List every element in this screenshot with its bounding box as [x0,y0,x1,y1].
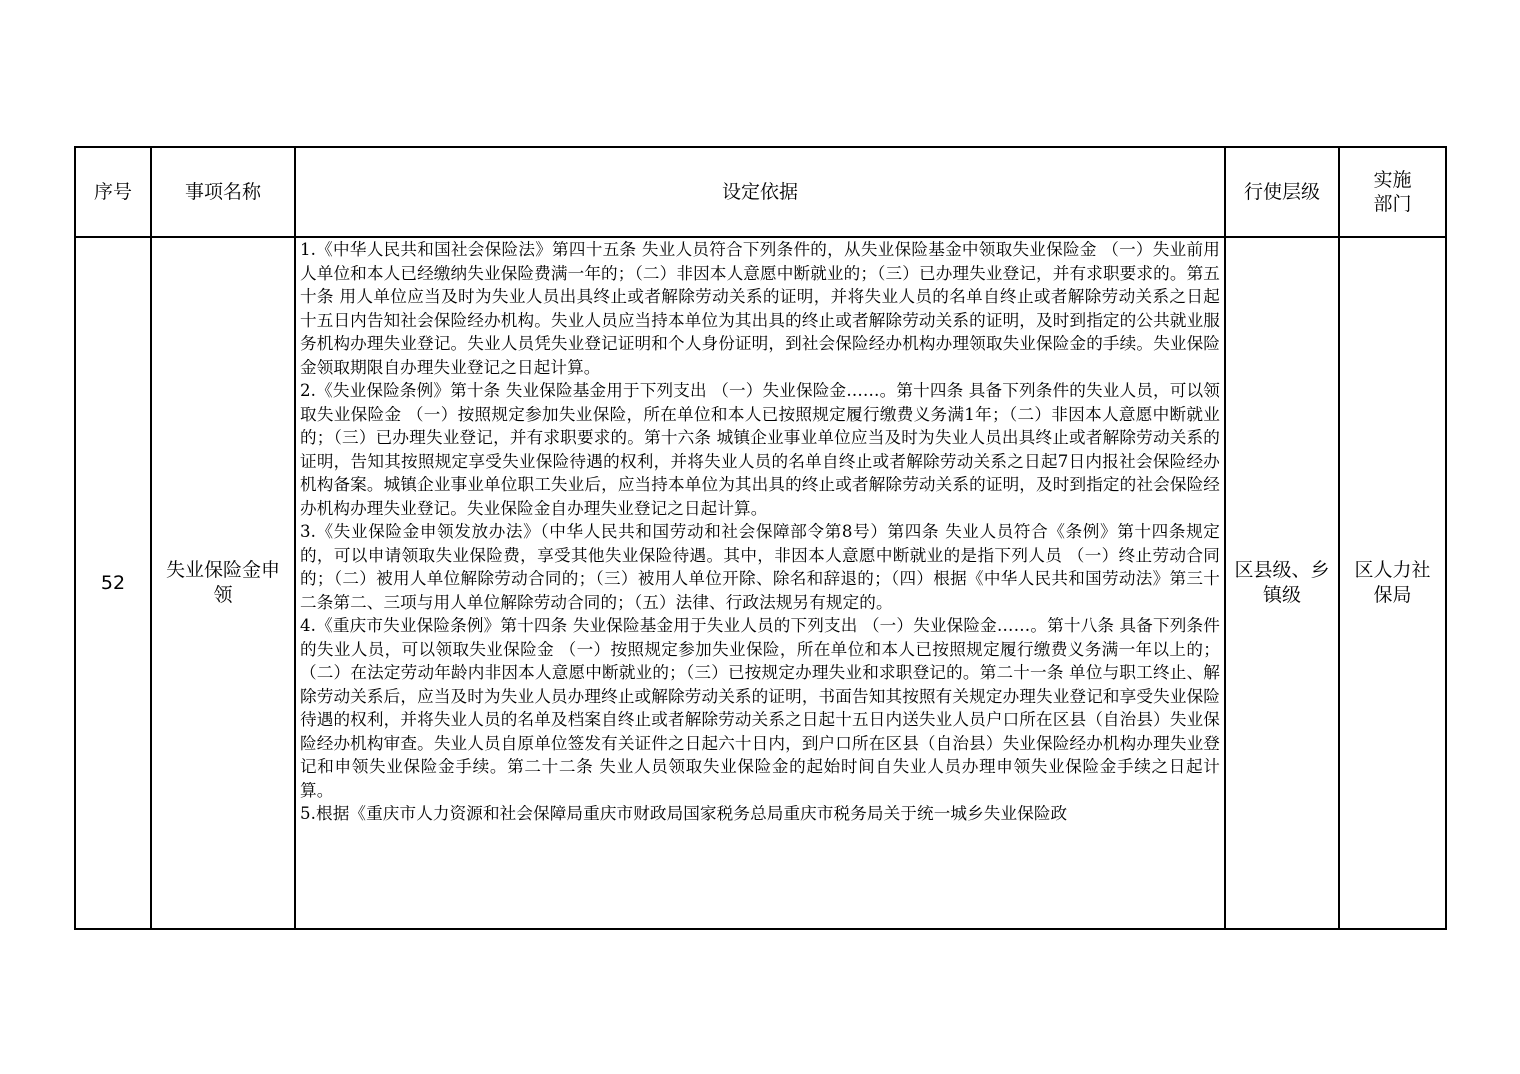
department-text: 区人力社保局 [1354,559,1431,606]
header-department [1339,147,1446,237]
basis-paragraph-5: 5.根据《重庆市人力资源和社会保障局重庆市财政局国家税务总局重庆市税务局关于统一城乡失业保险政 [300,804,1068,823]
basis-paragraph-2: 2.《失业保险条例》第十条 失业保险基金用于下列支出 （一）失业保险金……。第十四条 具备下列条件的失业人员，可以领取失业保险金 （一）按照规定参加失业保险，所在单位和本人已按照规定履行缴费义务满1年；（二）非因本人意愿中断就业的；（三）已办理失业登记，并有求职要求的。第十六条 城镇企业事业单位应当及时为失业人员出具终止或者解除劳动关系的证明，告知其按照规定享受失业保险待遇的权利，并将失业人员的名单自终止或者解除劳动关系之日起7日内报社会保险经办机构备案。城镇企业事业单位职工失业后，应当持本单位为其出具的终止或者解除劳动关系的证明，及时到指定的社会保险经办机构办理失业登记。失业保险金自办理失业登记之日起计算。 [300,381,1220,518]
permission-table [74,146,1447,930]
basis-paragraph-3: 3.《失业保险金申领发放办法》（中华人民共和国劳动和社会保障部令第8号）第四条 失业人员符合《条例》第十四条规定的，可以申请领取失业保险费，享受其他失业保险待遇。其中，非因本人意愿中断就业的是指下列人员 （一）终止劳动合同的；（二）被用人单位解除劳动合同的；（三）被用人单位开除、除名和辞退的；（四）根据《中华人民共和国劳动法》第三十二条第二、三项与用人单位解除劳动合同的；（五）法律、行政法规另有规定的。 [300,522,1220,612]
cell-level [1225,237,1339,929]
cell-department [1339,237,1446,929]
cell-item-name [151,237,295,929]
header-row [75,147,1446,237]
header-seq: 序号 [75,147,151,237]
basis-text-container [300,238,1220,928]
basis-paragraph-4: 4.《重庆市失业保险条例》第十四条 失业保险基金用于失业人员的下列支出 （一）失业保险金……。第十八条 具备下列条件的失业人员，可以领取失业保险金 （一）按照规定参加失业保险，所在单位和本人已按照规定履行缴费义务满一年以上的；（二）在法定劳动年龄内非因本人意愿中断就业的；（三）已按规定办理失业和求职登记的。第二十一条 单位与职工终止、解除劳动关系后，应当及时为失业人员办理终止或解除劳动关系的证明，书面告知其按照有关规定办理失业登记和享受失业保险待遇的权利，并将失业人员的名单及档案自终止或者解除劳动关系之日起十五日内送失业人员户口所在区县（自治县）失业保险经办机构审查。失业人员自原单位签发有关证件之日起六十日内，到户口所在区县（自治县）失业保险经办机构办理失业登记和申领失业保险金手续。第二十二条 失业人员领取失业保险金的起始时间自失业人员办理申领失业保险金手续之日起计算。 [300,616,1220,800]
header-level: 行使层级 [1225,147,1339,237]
cell-basis [295,237,1225,929]
level-text: 区县级、乡镇级 [1234,559,1330,606]
header-item-name: 事项名称 [151,147,295,237]
item-name-text: 失业保险金申领 [165,559,280,606]
table-row [75,237,1446,929]
header-basis: 设定依据 [295,147,1225,237]
header-department-text: 实施部门 [1373,169,1412,215]
basis-paragraph-1: 1.《中华人民共和国社会保险法》第四十五条 失业人员符合下列条件的，从失业保险基金中领取失业保险金 （一）失业前用人单位和本人已经缴纳失业保险费满一年的；（二）非因本人意愿中断就业的；（三）已办理失业登记，并有求职要求的。第五十条 用人单位应当及时为失业人员出具终止或者解除劳动关系的证明，并将失业人员的名单自终止或者解除劳动关系之日起十五日内告知社会保险经办机构。失业人员应当持本单位为其出具的终止或者解除劳动关系的证明，及时到指定的公共就业服务机构办理失业登记。失业人员凭失业登记证明和个人身份证明，到社会保险经办机构办理领取失业保险金的手续。失业保险金领取期限自办理失业登记之日起计算。 [300,240,1220,377]
cell-seq: 52 [75,237,151,929]
